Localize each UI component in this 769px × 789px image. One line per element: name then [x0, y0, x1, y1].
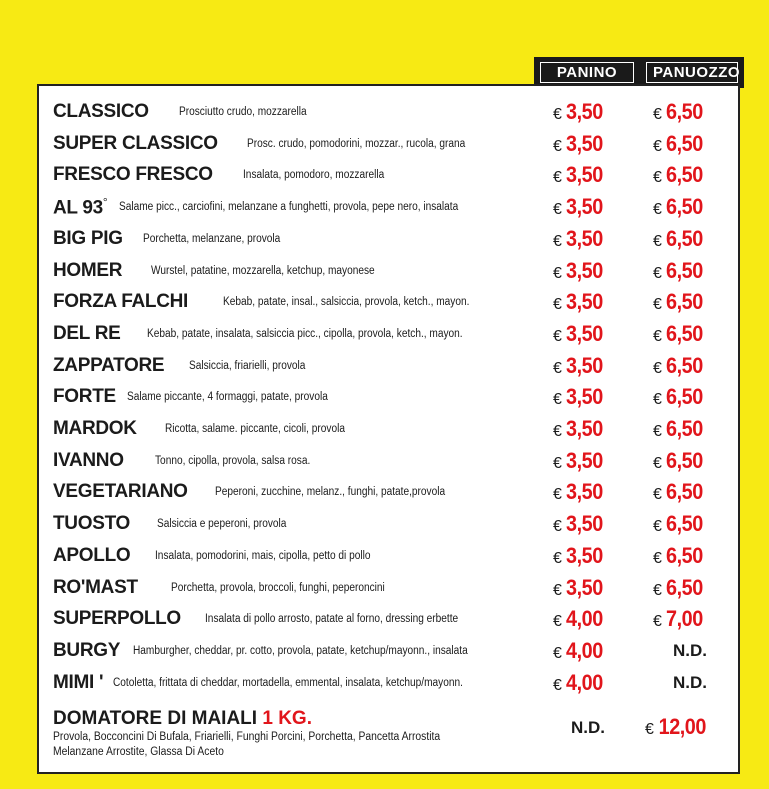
menu-item: [39, 603, 738, 635]
price-value: 6,50: [665, 479, 703, 505]
menu-item: [39, 476, 738, 508]
price-panino: [553, 511, 605, 537]
price-value: 6,50: [665, 225, 703, 251]
price-panino: [553, 131, 605, 157]
price-panino: [553, 384, 605, 410]
price-panuozzo: [653, 353, 705, 379]
item-name: BIG PIG: [53, 227, 123, 249]
item-description: Tonno, cipolla, provola, salsa rosa.: [155, 454, 311, 467]
euro-symbol: €: [553, 423, 562, 440]
price-value: 6,50: [665, 511, 703, 537]
price-value: 3,50: [565, 162, 603, 188]
price-panuozzo: [653, 321, 705, 347]
item-description: Salsiccia e peperoni, provola: [157, 518, 287, 531]
special-price-panuozzo: [645, 714, 708, 740]
menu-item: [39, 667, 738, 699]
price-value: 6,50: [665, 289, 703, 315]
special-item-description-line1: Provola, Bocconcini Di Bufala, Friarielli, Funghi Porcini, Porchetta, Pancetta Arrostita: [53, 731, 441, 743]
price-value: 3,50: [565, 479, 603, 505]
euro-symbol: €: [653, 264, 662, 282]
menu-item: [39, 159, 738, 191]
price-value: 6,50: [665, 384, 703, 410]
euro-symbol: €: [553, 359, 562, 377]
price-panuozzo: [653, 289, 705, 315]
price-panino: [553, 575, 605, 601]
price-value: 6,50: [665, 574, 703, 600]
price-value: 6,50: [665, 99, 703, 124]
price-value: 3,50: [565, 99, 603, 124]
price-panino: [553, 353, 605, 379]
euro-symbol: €: [653, 137, 662, 155]
euro-symbol: €: [653, 232, 662, 250]
item-name: HOMER: [53, 259, 123, 281]
item-description: Wurstel, patatine, mozzarella, ketchup, mayonese: [151, 264, 375, 277]
menu-item: [39, 96, 738, 128]
price-panuozzo: [653, 511, 705, 537]
price-value: 6,50: [665, 320, 703, 346]
price-value: 4,00: [565, 637, 603, 663]
price-panuozzo: [653, 448, 705, 474]
price-value: 3,50: [565, 130, 603, 156]
price-value: 3,50: [565, 320, 603, 346]
special-item-description-line2: Melanzane Arrostite, Glassa Di Aceto: [53, 746, 224, 758]
euro-symbol: €: [653, 518, 662, 536]
euro-symbol: €: [653, 581, 662, 599]
euro-symbol: €: [553, 391, 562, 409]
item-description: Cotoletta, frittata di cheddar, mortadella, emmental, insalata, ketchup/mayonn.: [113, 676, 463, 689]
price-panino: [553, 226, 605, 252]
price-panino: [553, 606, 605, 632]
price-value: 7,00: [665, 606, 703, 632]
euro-symbol: €: [553, 676, 562, 694]
price-value: 3,50: [565, 225, 603, 251]
euro-symbol: €: [553, 106, 562, 123]
price-value: 3,50: [565, 352, 603, 378]
menu-item: [39, 540, 738, 572]
item-description: Kebab, patate, insalata, salsiccia picc., cipolla, provola, ketch., mayon.: [147, 327, 463, 340]
item-description: Insalata di pollo arrosto, patate al forno, dressing erbette: [205, 613, 459, 626]
price-panino: [553, 258, 605, 284]
item-name: MARDOK: [53, 418, 137, 439]
item-description: Hamburgher, cheddar, pr. cotto, provola, patate, ketchup/mayonn., insalata: [133, 644, 468, 657]
euro-symbol: €: [553, 232, 562, 250]
item-name: AL 93°: [53, 194, 108, 219]
item-name-degree: °: [102, 194, 108, 209]
euro-symbol: €: [653, 359, 662, 377]
price-value: 3,50: [565, 416, 603, 441]
item-name: BURGY: [53, 639, 121, 661]
item-name: SUPERPOLLO: [53, 608, 181, 630]
euro-symbol: €: [553, 296, 562, 314]
price-panino: [553, 638, 605, 664]
item-description: Salame piccante, 4 formaggi, patate, provola: [127, 391, 328, 404]
item-name: MIMI ': [53, 671, 104, 693]
special-item-name: [53, 708, 312, 730]
price-panuozzo: [653, 162, 705, 188]
column-header-panino-label: PANINO: [540, 62, 634, 83]
price-panino: [553, 99, 605, 125]
item-description: Prosciutto crudo, mozzarella: [179, 106, 307, 118]
euro-symbol: €: [653, 454, 662, 472]
item-description: Porchetta, melanzane, provola: [143, 232, 281, 245]
price-value: 6,50: [665, 352, 703, 378]
price-value: 3,50: [565, 194, 603, 220]
price-panuozzo: [653, 194, 705, 220]
price-value: 6,50: [665, 162, 703, 188]
price-panino: [553, 448, 605, 474]
price-value: 3,50: [565, 257, 603, 283]
price-panino: [553, 670, 605, 696]
euro-symbol: €: [553, 264, 562, 282]
euro-symbol: €: [653, 106, 662, 123]
item-description: Insalata, pomodorini, mais, cipolla, petto di pollo: [155, 549, 371, 562]
item-description: Prosc. crudo, pomodorini, mozzar., rucola, grana: [247, 137, 466, 150]
price-panino: [553, 321, 605, 347]
price-value: 6,50: [665, 194, 703, 220]
menu-item: [39, 508, 738, 540]
price-panuozzo: [653, 384, 705, 410]
special-price-panino: N.D.: [571, 718, 605, 737]
euro-symbol: €: [653, 391, 662, 409]
price-value: 3,50: [565, 384, 603, 410]
menu-item: [39, 572, 738, 604]
menu-item: [39, 350, 738, 382]
euro-symbol: €: [553, 454, 562, 472]
price-value: 6,50: [665, 130, 703, 156]
menu-item: [39, 318, 738, 350]
item-name: IVANNO: [53, 449, 124, 471]
item-name: DEL RE: [53, 322, 121, 344]
euro-symbol: €: [553, 613, 562, 631]
price-panuozzo: [653, 226, 705, 252]
price-value: 6,50: [665, 542, 703, 568]
menu-item: [39, 445, 738, 477]
item-description: Insalata, pomodoro, mozzarella: [243, 169, 385, 182]
menu-item: [39, 191, 738, 223]
euro-symbol: €: [653, 327, 662, 345]
item-name: SUPER CLASSICO: [53, 132, 218, 154]
euro-symbol: €: [553, 137, 562, 155]
price-panino: [553, 543, 605, 569]
menu-item: [39, 635, 738, 667]
menu-item: [39, 286, 738, 318]
price-value: 3,50: [565, 542, 603, 568]
special-item-description: [53, 730, 476, 760]
price-panuozzo: [653, 258, 705, 284]
price-value: 6,50: [665, 447, 703, 473]
price-value: 3,50: [565, 447, 603, 473]
euro-symbol: €: [553, 549, 562, 567]
price-panino: [553, 162, 605, 188]
euro-symbol: €: [653, 201, 662, 219]
euro-symbol: €: [653, 613, 662, 631]
price-panuozzo: [653, 416, 705, 442]
euro-symbol: €: [553, 644, 562, 662]
special-item-title: DOMATORE DI MAIALI: [53, 708, 258, 729]
price-panuozzo: [653, 131, 705, 157]
price-panuozzo: [653, 479, 705, 505]
item-name: TUOSTO: [53, 513, 131, 535]
item-name: RO'MAST: [53, 576, 138, 598]
item-name: FORZA FALCHI: [53, 291, 189, 313]
menu-item: [39, 223, 738, 255]
euro-symbol: €: [653, 549, 662, 567]
euro-symbol: €: [553, 486, 562, 504]
euro-symbol: €: [553, 327, 562, 345]
menu-card: [37, 84, 740, 774]
price-panuozzo: [653, 575, 705, 601]
item-name: APOLLO: [53, 544, 131, 566]
menu-item: [39, 255, 738, 287]
menu-item: [39, 128, 738, 160]
item-description: Salame picc., carciofini, melanzane a funghetti, provola, pepe nero, insalata: [119, 201, 459, 214]
item-name: FRESCO FRESCO: [53, 164, 213, 186]
special-item-weight: 1 KG.: [262, 708, 312, 729]
item-name: CLASSICO: [53, 101, 149, 122]
euro-symbol: €: [553, 169, 562, 187]
price-panuozzo: N.D.: [673, 640, 707, 660]
item-description: Ricotta, salame. piccante, cicoli, provola: [165, 423, 346, 435]
menu-item: [39, 413, 738, 445]
price-panuozzo: [653, 99, 705, 125]
item-name: VEGETARIANO: [53, 481, 188, 503]
price-value: 3,50: [565, 511, 603, 537]
price-panino: [553, 416, 605, 442]
price-panino: [553, 194, 605, 220]
item-description: Porchetta, provola, broccoli, funghi, peperoncini: [171, 581, 385, 594]
item-name: FORTE: [53, 386, 116, 408]
column-header-panuozzo-label: PANUOZZO: [646, 62, 738, 83]
price-value: 4,00: [565, 606, 603, 632]
price-panino: [553, 289, 605, 315]
euro-symbol: €: [553, 518, 562, 536]
euro-symbol: €: [553, 581, 562, 599]
euro-symbol: €: [653, 169, 662, 187]
item-name: ZAPPATORE: [53, 354, 165, 376]
price-value: 3,50: [565, 289, 603, 315]
price-value: 3,50: [565, 574, 603, 600]
euro-symbol: €: [653, 296, 662, 314]
euro-symbol: €: [553, 201, 562, 219]
item-description: Peperoni, zucchine, melanz., funghi, patate,provola: [215, 486, 446, 499]
euro-symbol: €: [645, 721, 654, 738]
price-value: 12,00: [658, 714, 706, 739]
euro-symbol: €: [653, 486, 662, 504]
menu-item: [39, 381, 738, 413]
price-value: 6,50: [665, 257, 703, 283]
price-panuozzo: N.D.: [673, 672, 707, 692]
price-panuozzo: [653, 543, 705, 569]
price-panuozzo: [653, 606, 705, 632]
price-panino: [553, 479, 605, 505]
item-description: Salsiccia, friarielli, provola: [189, 359, 306, 372]
price-value: 6,50: [665, 416, 703, 441]
item-description: Kebab, patate, insal., salsiccia, provola, ketch., mayon.: [223, 296, 470, 309]
euro-symbol: €: [653, 423, 662, 440]
price-value: 4,00: [565, 669, 603, 695]
